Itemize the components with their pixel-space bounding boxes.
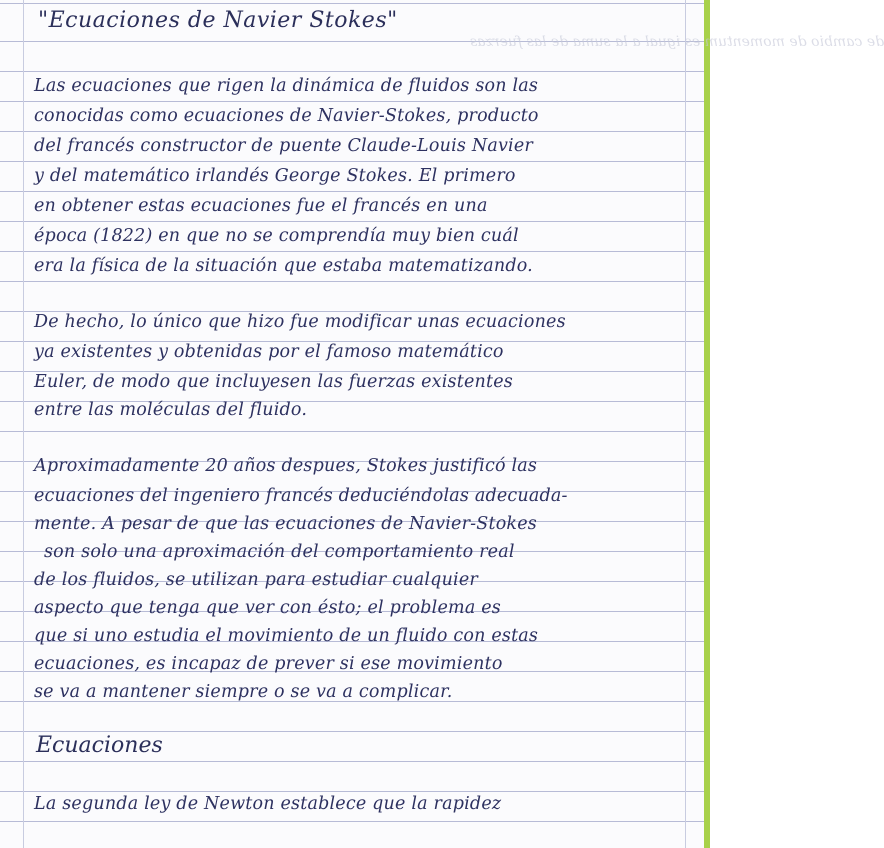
text-line: mente. A pesar de que las ecuaciones de Navier-Stokes bbox=[34, 514, 537, 534]
text-line: en obtener estas ecuaciones fue el francés en una bbox=[34, 196, 488, 216]
text-line: son solo una aproximación del comportamiento real bbox=[44, 542, 515, 562]
text-line: Aproximadamente 20 años despues, Stokes justificó las bbox=[34, 456, 538, 476]
text-line: De hecho, lo único que hizo fue modificar unas ecuaciones bbox=[34, 312, 566, 332]
text-line: ecuaciones, es incapaz de prever si ese movimiento bbox=[34, 654, 503, 674]
text-line: Euler, de modo que incluyesen las fuerzas existentes bbox=[34, 372, 513, 392]
text-line: ya existentes y obtenidas por el famoso matemático bbox=[34, 342, 504, 362]
text-line: época (1822) en que no se comprendía muy bien cuál bbox=[34, 226, 519, 246]
page-title: "Ecuaciones de Navier Stokes" bbox=[38, 8, 398, 33]
text-line: entre las moléculas del fluido. bbox=[34, 400, 308, 420]
page-edge bbox=[704, 0, 710, 848]
text-line: del francés constructor de puente Claude-Louis Navier bbox=[34, 136, 533, 156]
text-line: de los fluidos, se utilizan para estudiar cualquier bbox=[34, 570, 478, 590]
show-through: de cambio de momentum es igual a la suma de las fuerzas bbox=[470, 34, 884, 50]
text-line: era la física de la situación que estaba matematizando. bbox=[34, 256, 533, 276]
text-line: aspecto que tenga que ver con ésto; el problema es bbox=[34, 598, 501, 618]
text-line: y del matemático irlandés George Stokes. El primero bbox=[34, 166, 516, 186]
text-line: conocidas como ecuaciones de Navier-Stokes, producto bbox=[34, 106, 539, 126]
section-heading: Ecuaciones bbox=[36, 733, 163, 758]
text-line: La segunda ley de Newton establece que la rapidez bbox=[34, 794, 502, 814]
text-line: ecuaciones del ingeniero francés deduciéndolas adecuada- bbox=[34, 486, 568, 506]
text-line: Las ecuaciones que rigen la dinámica de fluidos son las bbox=[34, 76, 539, 96]
text-line: que si uno estudia el movimiento de un fluido con estas bbox=[34, 626, 539, 646]
text-line: se va a mantener siempre o se va a complicar. bbox=[34, 682, 453, 702]
